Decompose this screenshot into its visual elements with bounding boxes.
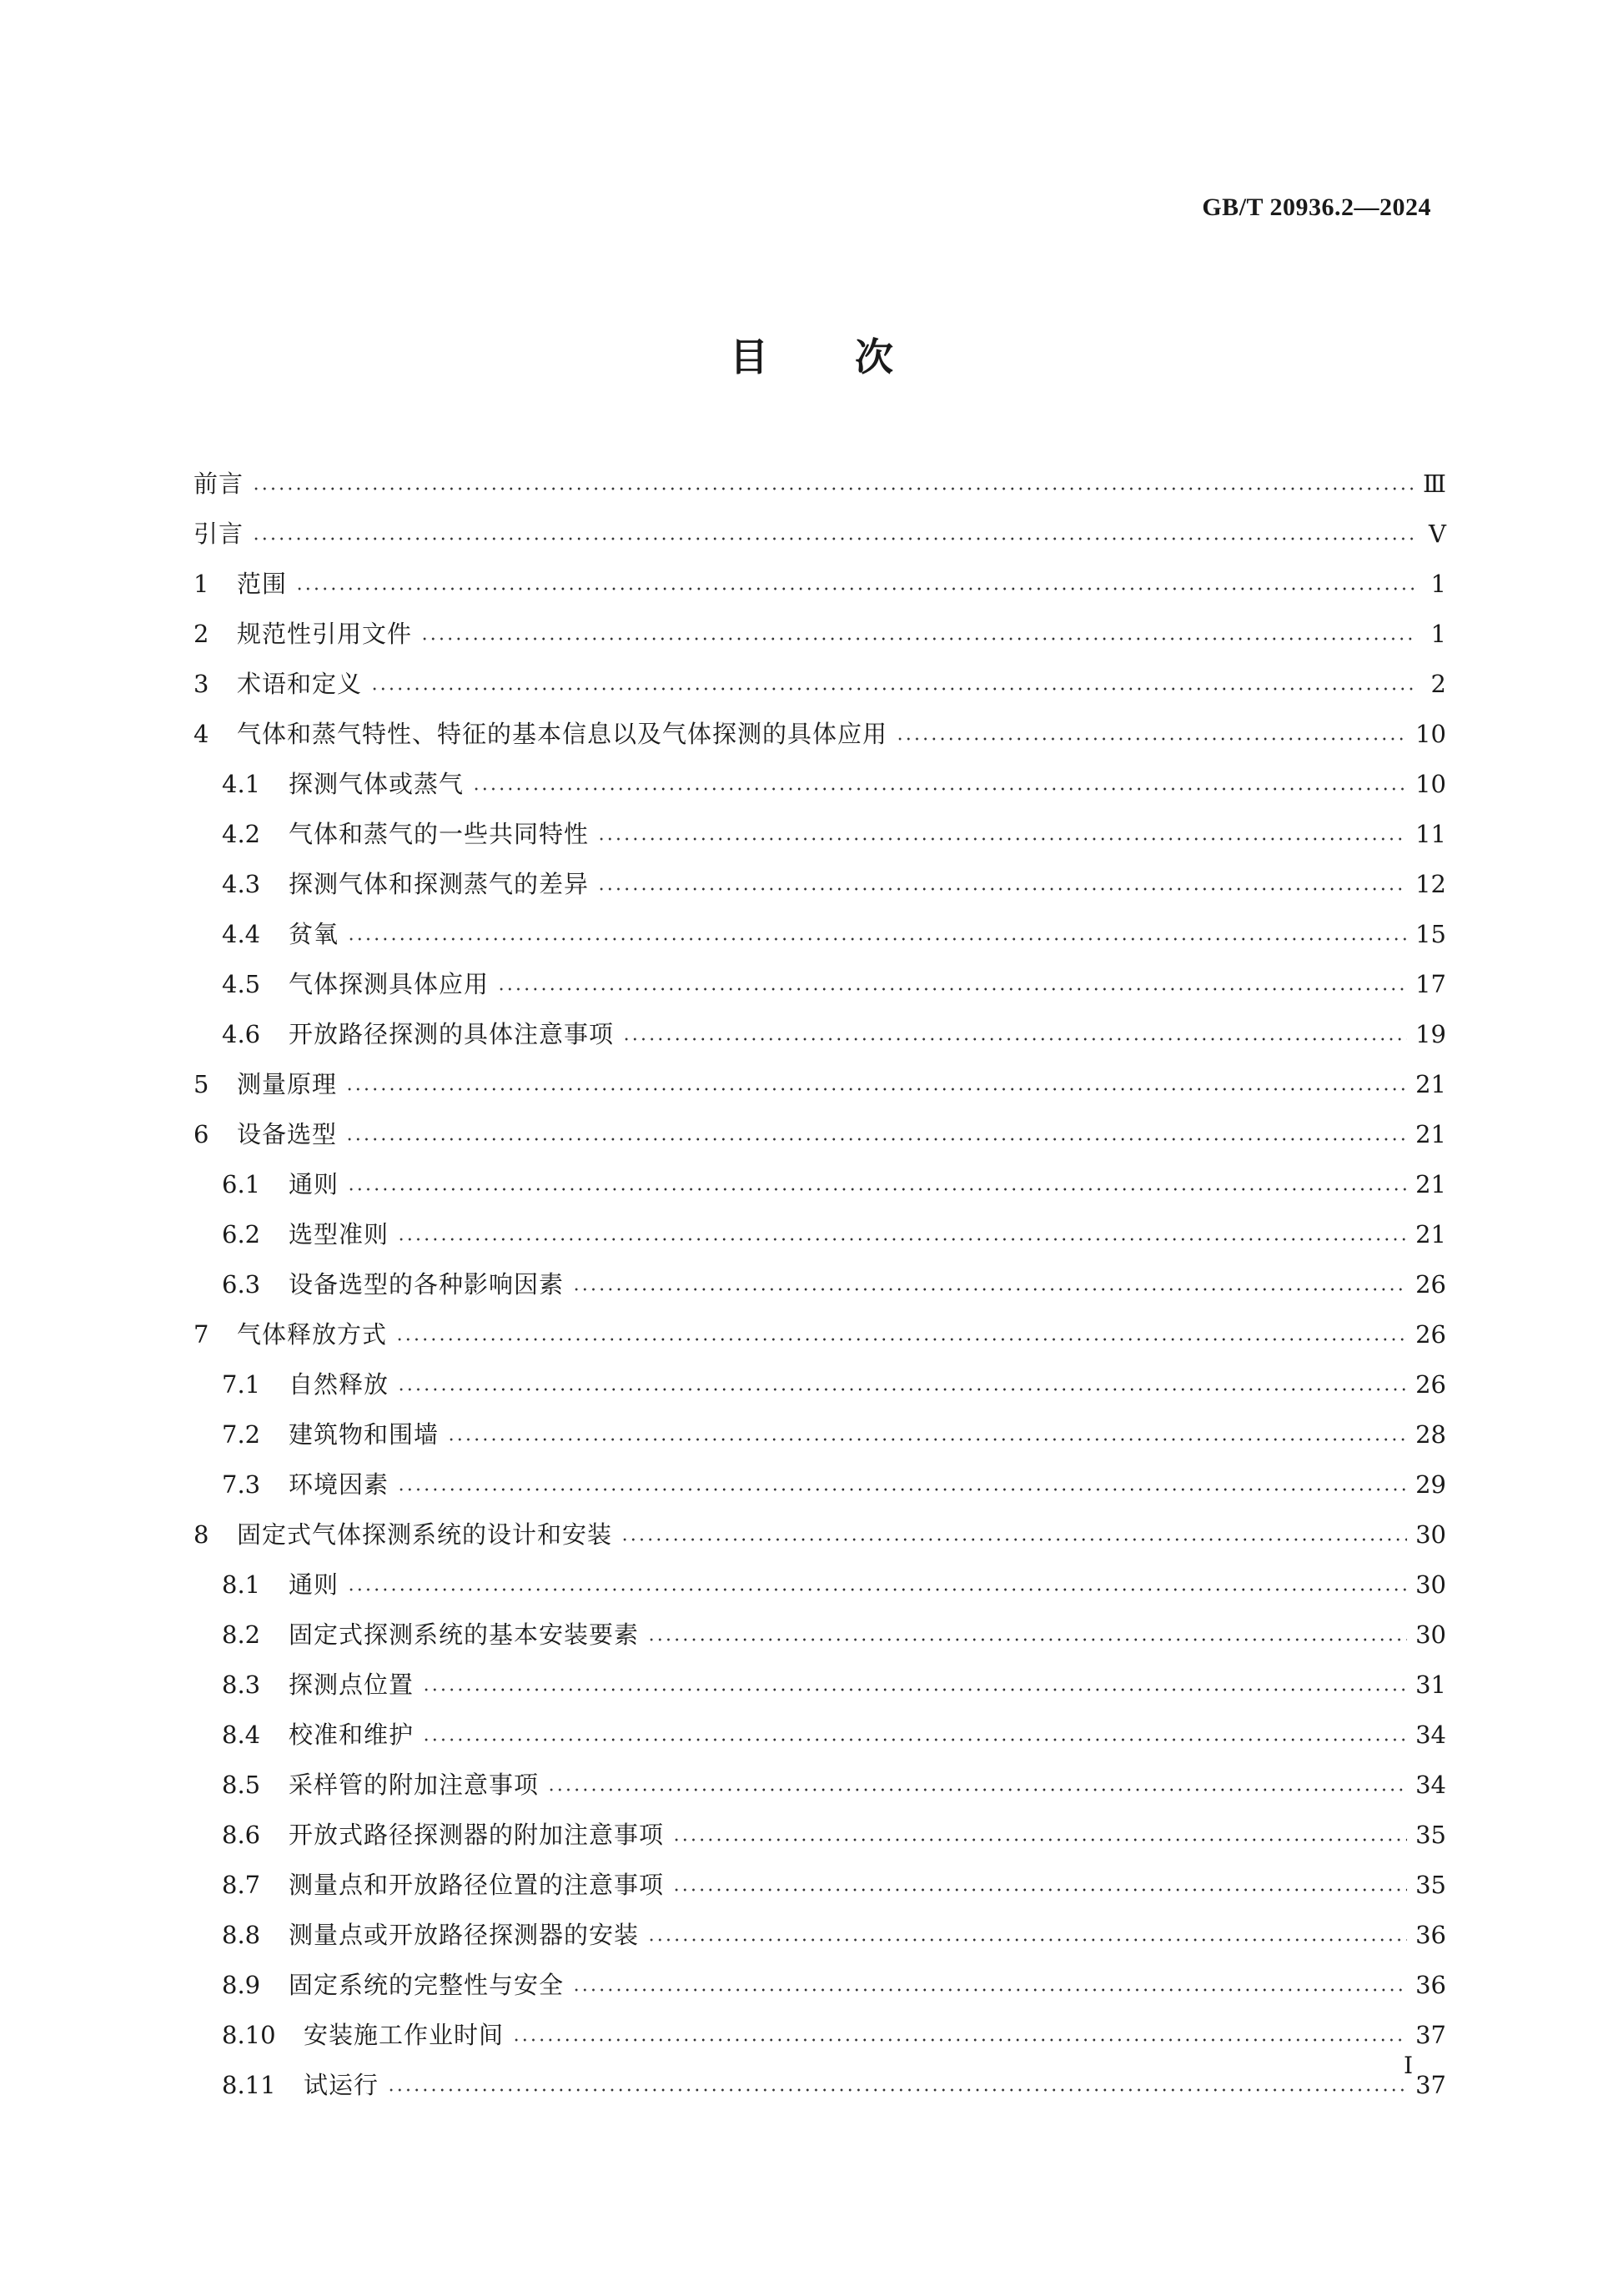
toc-entry-page: Ⅲ: [1423, 470, 1446, 498]
toc-entry-label: 选型准则: [289, 1220, 389, 1248]
toc-entry-number: 4: [193, 720, 209, 748]
toc-entry-page: 1: [1430, 620, 1446, 648]
toc-entry[interactable]: [193, 459, 1446, 509]
toc-entry-page: 21: [1415, 1120, 1446, 1148]
toc-entry-page: 34: [1415, 1721, 1446, 1749]
toc-entry-number: 4.5: [222, 970, 261, 998]
toc-entry-label: 气体和蒸气的一些共同特性: [289, 820, 590, 848]
toc-entry-page: 37: [1415, 2021, 1446, 2049]
toc-entry[interactable]: [193, 2060, 1446, 2110]
toc-entry-number: 8.8: [222, 1921, 261, 1949]
toc-entry-number: 8.3: [222, 1671, 261, 1699]
toc-entry-page: 26: [1415, 1270, 1446, 1299]
toc-entry-page: 21: [1415, 1220, 1446, 1248]
toc-entry-label: 气体探测具体应用: [289, 970, 490, 998]
toc-entry[interactable]: [193, 1009, 1446, 1059]
toc-entry[interactable]: [193, 2010, 1446, 2060]
toc-entry-number: 8.9: [222, 1971, 261, 1999]
toc-entry-page: 21: [1415, 1070, 1446, 1098]
toc-entry-page: 1: [1430, 570, 1446, 598]
toc-entry-number: 8.6: [222, 1821, 261, 1849]
toc-entry-label: 规范性引用文件: [237, 620, 413, 648]
toc-entry-label: 固定式探测系统的基本安装要素: [289, 1620, 640, 1649]
toc-entry-page: 28: [1415, 1420, 1446, 1449]
toc-dot-leader: [345, 1088, 1407, 1091]
toc-entry[interactable]: [193, 1960, 1446, 2010]
toc-entry-label: 开放式路径探测器的附加注意事项: [289, 1821, 665, 1849]
toc-entry-label: 固定系统的完整性与安全: [289, 1971, 565, 1999]
toc-entry-number: 7.3: [222, 1470, 261, 1499]
page-title: 目次: [730, 334, 980, 379]
toc-dot-leader: [512, 2038, 1407, 2042]
toc-dot-leader: [647, 1638, 1407, 1641]
toc-entry[interactable]: [193, 1059, 1446, 1109]
toc-dot-leader: [597, 837, 1407, 841]
toc-entry[interactable]: [193, 609, 1446, 659]
toc-entry-page: 30: [1415, 1520, 1446, 1549]
toc-dot-leader: [672, 1888, 1407, 1892]
toc-entry-label: 气体和蒸气特性、特征的基本信息以及气体探测的具体应用: [237, 720, 888, 748]
toc-entry-label: 探测气体或蒸气: [289, 770, 465, 798]
toc-dot-leader: [422, 1738, 1407, 1741]
toc-entry-label: 测量点或开放路径探测器的安装: [289, 1921, 640, 1949]
toc-entry-number: 4.4: [222, 920, 261, 948]
toc-entry-number: 6.1: [222, 1170, 261, 1198]
toc-entry-number: 6.2: [222, 1220, 261, 1248]
toc-entry[interactable]: [193, 1409, 1446, 1459]
toc-entry[interactable]: [193, 1459, 1446, 1510]
toc-entry[interactable]: [193, 859, 1446, 909]
toc-entry-number: 7.1: [222, 1370, 261, 1399]
toc-entry-page: 30: [1415, 1620, 1446, 1649]
toc-entry-number: 8.10: [222, 2021, 276, 2049]
toc-entry-page: 29: [1415, 1470, 1446, 1499]
toc-entry-page: 31: [1415, 1671, 1446, 1699]
toc-entry-number: 7.2: [222, 1420, 261, 1449]
toc-dot-leader: [896, 737, 1407, 741]
toc-entry-number: 6.3: [222, 1270, 261, 1299]
toc-entry-page: 30: [1415, 1570, 1446, 1599]
toc-dot-leader: [622, 1037, 1407, 1041]
toc-entry[interactable]: [193, 1109, 1446, 1159]
toc-entry-label: 探测气体和探测蒸气的差异: [289, 870, 590, 898]
toc-entry[interactable]: [193, 509, 1446, 559]
toc-dot-leader: [397, 1388, 1407, 1391]
toc-entry[interactable]: [193, 1810, 1446, 1860]
toc-entry-label: 设备选型的各种影响因素: [289, 1270, 565, 1299]
toc-entry-number: 3: [193, 670, 209, 698]
toc-entry-page: 17: [1415, 970, 1446, 998]
toc-entry-label: 气体释放方式: [237, 1320, 388, 1349]
toc-dot-leader: [572, 1988, 1407, 1992]
toc-dot-leader: [422, 1688, 1407, 1691]
toc-entry-number: 4.2: [222, 820, 261, 848]
toc-entry[interactable]: [193, 1660, 1446, 1710]
toc-entry-page: 21: [1415, 1170, 1446, 1198]
toc-entry[interactable]: [193, 959, 1446, 1009]
toc-entry-number: 8: [193, 1520, 209, 1549]
toc-entry[interactable]: [193, 1510, 1446, 1560]
toc-dot-leader: [347, 1188, 1407, 1191]
toc-entry[interactable]: [193, 1309, 1446, 1359]
toc-entry-number: 1: [193, 570, 209, 598]
standard-code: GB/T 20936.2—2024: [1202, 193, 1431, 221]
toc-entry-label: 建筑物和围墙: [289, 1420, 440, 1449]
toc-entry[interactable]: [193, 1760, 1446, 1810]
toc-entry-number: 6: [193, 1120, 209, 1148]
toc-dot-leader: [647, 1938, 1407, 1942]
toc-entry-page: 11: [1415, 820, 1446, 848]
toc-entry[interactable]: [193, 559, 1446, 609]
toc-dot-leader: [370, 687, 1416, 691]
toc-dot-leader: [472, 787, 1407, 791]
toc-dot-leader: [252, 537, 1416, 540]
toc-entry-number: 4.1: [222, 770, 261, 798]
toc-entry-number: 8.11: [222, 2071, 276, 2099]
toc-entry-label: 设备选型: [237, 1120, 338, 1148]
toc-entry[interactable]: [193, 1610, 1446, 1660]
toc-entry-number: 8.2: [222, 1620, 261, 1649]
toc-entry[interactable]: [193, 709, 1446, 759]
toc-entry-page: 36: [1415, 1921, 1446, 1949]
toc-entry-number: 7: [193, 1320, 209, 1349]
toc-entry-page: 12: [1415, 870, 1446, 898]
toc-entry-number: 4.6: [222, 1020, 261, 1048]
toc-entry-page: 37: [1415, 2071, 1446, 2099]
toc-entry-page: 10: [1415, 770, 1446, 798]
toc-entry-label: 测量原理: [237, 1070, 338, 1098]
toc-entry-label: 环境因素: [289, 1470, 389, 1499]
toc-dot-leader: [252, 487, 1414, 490]
toc-entry[interactable]: [193, 1860, 1446, 1910]
toc-entry[interactable]: [193, 1910, 1446, 1960]
toc-dot-leader: [672, 1838, 1407, 1841]
toc-dot-leader: [387, 2088, 1407, 2092]
toc-entry-label: 前言: [193, 470, 244, 498]
toc-entry-page: 34: [1415, 1771, 1446, 1799]
toc-entry-label: 采样管的附加注意事项: [289, 1771, 540, 1799]
toc-dot-leader: [447, 1438, 1407, 1441]
toc-entry-number: 8.7: [222, 1871, 261, 1899]
toc-entry-number: 8.4: [222, 1721, 261, 1749]
toc-entry-label: 引言: [193, 520, 244, 548]
toc-entry-label: 通则: [289, 1570, 339, 1599]
toc-dot-leader: [572, 1288, 1407, 1291]
toc-entry[interactable]: [193, 809, 1446, 859]
toc-entry-label: 通则: [289, 1170, 339, 1198]
toc-dot-leader: [347, 1588, 1407, 1591]
toc-entry-number: 8.5: [222, 1771, 261, 1799]
toc-entry[interactable]: [193, 1209, 1446, 1259]
toc-entry-number: 5: [193, 1070, 209, 1098]
toc-entry[interactable]: [193, 909, 1446, 959]
toc-entry[interactable]: [193, 659, 1446, 709]
toc-dot-leader: [397, 1488, 1407, 1491]
toc-entry-number: 2: [193, 620, 209, 648]
table-of-contents: [193, 459, 1446, 2110]
toc-entry-number: 8.1: [222, 1570, 261, 1599]
toc-dot-leader: [497, 987, 1407, 991]
toc-dot-leader: [347, 937, 1407, 941]
toc-entry-page: 26: [1415, 1370, 1446, 1399]
toc-entry-page: Ⅴ: [1429, 520, 1446, 548]
toc-entry-number: 4.3: [222, 870, 261, 898]
toc-entry-label: 开放路径探测的具体注意事项: [289, 1020, 615, 1048]
toc-entry-label: 探测点位置: [289, 1671, 415, 1699]
toc-entry[interactable]: [193, 1159, 1446, 1209]
toc-entry-page: 26: [1415, 1320, 1446, 1349]
toc-entry-page: 10: [1415, 720, 1446, 748]
toc-dot-leader: [621, 1538, 1407, 1541]
toc-entry-label: 自然释放: [289, 1370, 389, 1399]
toc-entry-page: 35: [1415, 1871, 1446, 1899]
toc-dot-leader: [345, 1138, 1407, 1141]
toc-entry-page: 19: [1415, 1020, 1446, 1048]
toc-entry[interactable]: [193, 1359, 1446, 1409]
toc-dot-leader: [395, 1338, 1407, 1341]
toc-entry-label: 校准和维护: [289, 1721, 415, 1749]
toc-entry-page: 15: [1415, 920, 1446, 948]
toc-entry-page: 35: [1415, 1821, 1446, 1849]
toc-entry-label: 贫氧: [289, 920, 339, 948]
toc-entry-label: 安装施工作业时间: [304, 2021, 505, 2049]
toc-entry-label: 固定式气体探测系统的设计和安装: [237, 1520, 613, 1549]
toc-entry-page: 2: [1430, 670, 1446, 698]
footer-page-number: Ⅰ: [1403, 2052, 1413, 2079]
toc-dot-leader: [547, 1788, 1407, 1791]
toc-entry[interactable]: [193, 1560, 1446, 1610]
toc-entry-label: 测量点和开放路径位置的注意事项: [289, 1871, 665, 1899]
toc-entry[interactable]: [193, 1259, 1446, 1309]
toc-entry[interactable]: [193, 759, 1446, 809]
toc-dot-leader: [397, 1238, 1407, 1241]
toc-entry-label: 范围: [237, 570, 288, 598]
toc-entry-page: 36: [1415, 1971, 1446, 1999]
toc-dot-leader: [295, 587, 1416, 590]
toc-entry-label: 试运行: [304, 2071, 379, 2099]
toc-dot-leader: [597, 887, 1407, 891]
toc-entry-label: 术语和定义: [237, 670, 363, 698]
toc-entry[interactable]: [193, 1710, 1446, 1760]
toc-dot-leader: [420, 637, 1416, 641]
